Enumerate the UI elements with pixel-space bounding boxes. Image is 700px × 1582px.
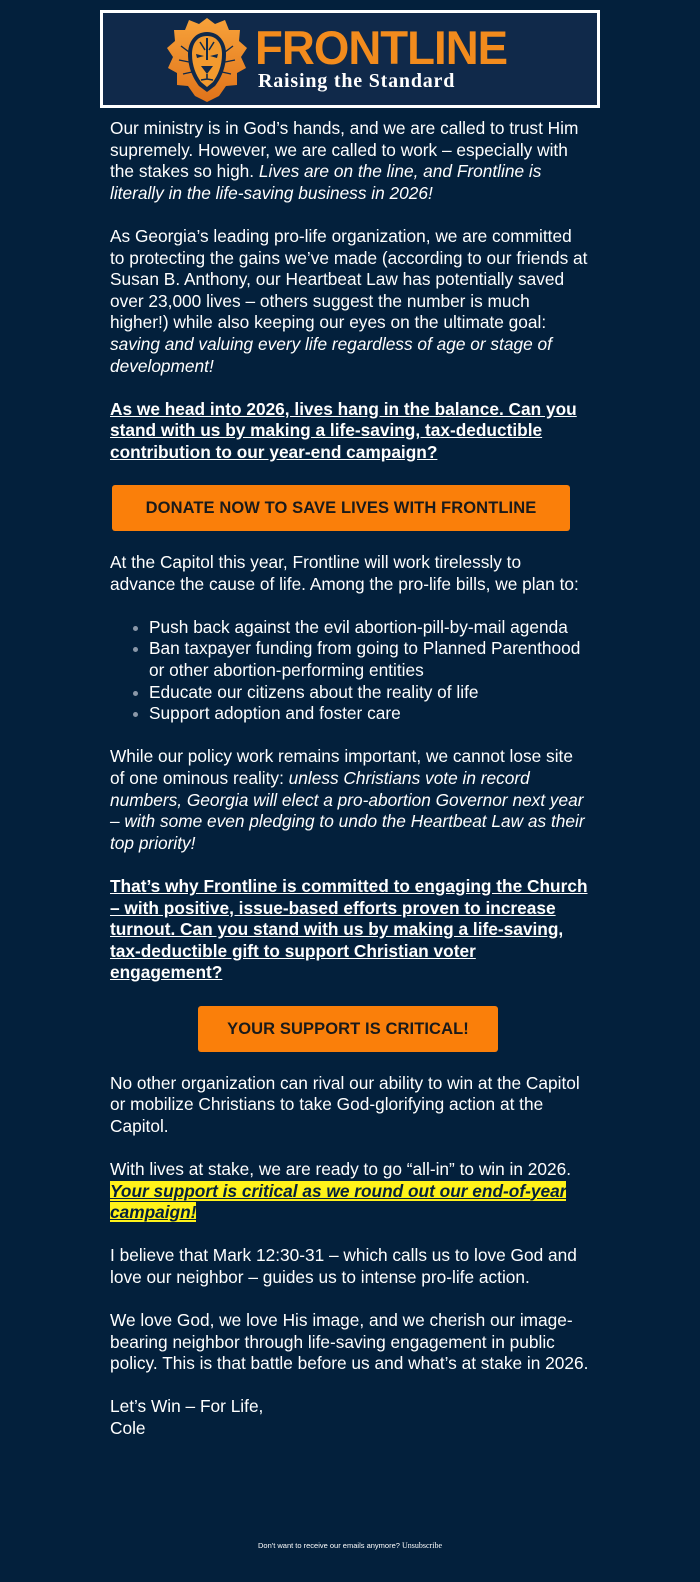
- paragraph-all-in-text: With lives at stake, we are ready to go “all-in” to win in 2026.: [110, 1158, 572, 1179]
- sign-off: [110, 1396, 590, 1439]
- signature-name: Cole: [110, 1418, 146, 1439]
- list-item: Ban taxpayer funding from going to Planned Parenthood or other abortion-performing entities: [149, 638, 590, 681]
- paragraph-georgia-emphasis: saving and valuing every life regardless of age or stage of development!: [110, 333, 552, 376]
- paragraph-policy: [110, 746, 590, 854]
- support-critical-button[interactable]: YOUR SUPPORT IS CRITICAL!: [198, 1006, 498, 1052]
- unsubscribe-link[interactable]: Unsubscribe: [402, 1541, 442, 1550]
- paragraph-love-god: We love God, we love His image, and we cherish our image-bearing neighbor through life-saving engagement in public policy. This is that battle before us and what’s at stake in 2026.: [110, 1310, 589, 1374]
- paragraph-ministry-text: Our ministry is in God’s hands, and we are called to trust Him supremely. However, we are called to work – especially with the stakes so high.: [110, 118, 579, 182]
- footer-text: Don't want to receive our emails anymore?: [258, 1541, 402, 1550]
- header-banner[interactable]: [100, 10, 600, 108]
- pro-life-bills-list: [110, 617, 590, 725]
- header-banner-inner: [103, 13, 597, 105]
- list-item: Push back against the evil abortion-pill-by-mail agenda: [149, 617, 590, 639]
- paragraph-capitol: At the Capitol this year, Frontline will work tirelessly to advance the cause of life. Among the pro-life bills, we plan to:: [110, 552, 579, 594]
- list-item: Support adoption and foster care: [149, 703, 590, 725]
- paragraph-ministry: [110, 118, 590, 204]
- cta-link-voter-engagement-text[interactable]: That’s why Frontline is committed to engaging the Church – with positive, issue-based efforts proven to increase turnout. Can you stand with us by making a life-saving, tax-deductible gift to support Christian voter engagement?: [110, 876, 588, 983]
- highlighted-support-link[interactable]: Your support is critical as we round out our end-of-year campaign!: [110, 1180, 567, 1223]
- list-item: Educate our citizens about the reality of life: [149, 682, 590, 704]
- paragraph-georgia: [110, 226, 590, 377]
- paragraph-georgia-text: As Georgia’s leading pro-life organization, we are committed to protecting the gains we’ve made (according to our friends at Susan B. Anthony, our Heartbeat Law has potentially saved over 23,000 lives – others suggest the number is much higher!) while also keeping our eyes on the ultimate goal:: [110, 225, 588, 333]
- lion-head-icon: [167, 16, 247, 102]
- email-body: [110, 118, 590, 1461]
- cta-link-contribution-text[interactable]: As we head into 2026, lives hang in the balance. Can you stand with us by making a life-saving, tax-deductible contribution to our year-end campaign?: [110, 398, 577, 462]
- paragraph-rival: No other organization can rival our ability to win at the Capitol or mobilize Christians to take God-glorifying action at the Capitol.: [110, 1072, 580, 1136]
- cta-link-contribution[interactable]: [110, 399, 590, 464]
- sign-off-line: Let’s Win – For Life,: [110, 1396, 264, 1417]
- paragraph-ministry-emphasis: Lives are on the line, and Frontline is literally in the life-saving business in 2026!: [110, 161, 542, 203]
- paragraph-scripture: I believe that Mark 12:30-31 – which calls us to love God and love our neighbor – guides us to intense pro-life action.: [110, 1245, 577, 1287]
- support-button-wrap: [110, 1006, 590, 1052]
- brand-name: FRONTLINE: [255, 21, 508, 74]
- donate-now-button[interactable]: DONATE NOW TO SAVE LIVES WITH FRONTLINE: [112, 485, 570, 531]
- cta-link-voter-engagement[interactable]: [110, 876, 590, 984]
- brand-tagline: Raising the Standard: [258, 70, 456, 92]
- donate-button-wrap: [110, 485, 590, 531]
- paragraph-all-in: [110, 1159, 590, 1224]
- paragraph-policy-text: While our policy work remains important, we cannot lose site of one ominous reality:: [110, 746, 573, 789]
- email-footer: [0, 1541, 700, 1551]
- paragraph-policy-emphasis: unless Christians vote in record numbers, Georgia will elect a pro-abortion Governor next year – with some even pledging to undo the Heartbeat Law as their top priority!: [110, 768, 585, 853]
